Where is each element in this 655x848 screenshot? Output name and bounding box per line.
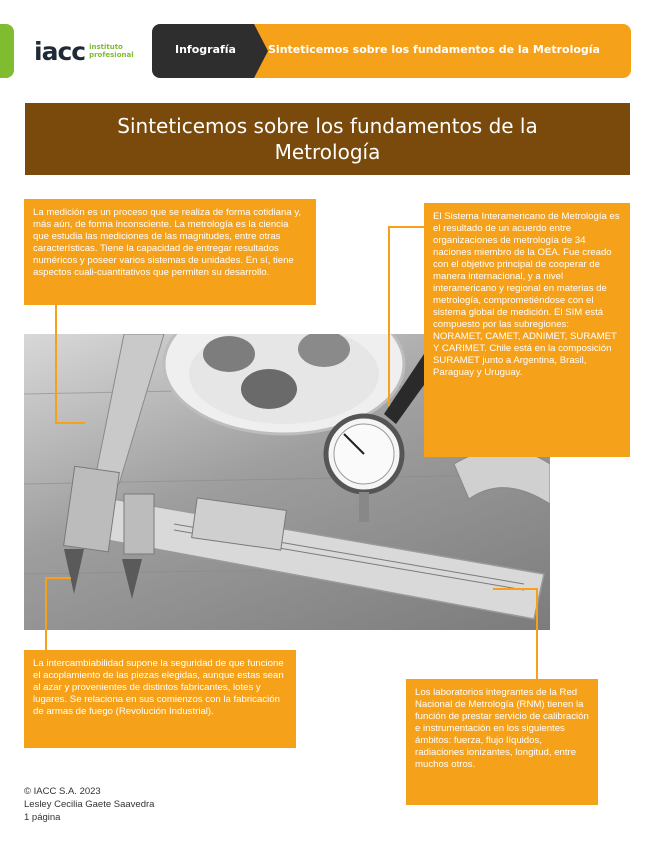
- logo-sub-line-2: profesional: [89, 51, 134, 59]
- connector-line: [45, 577, 47, 650]
- category-label: Infografía: [175, 43, 236, 56]
- connector-line: [55, 422, 85, 424]
- connector-line: [55, 305, 57, 423]
- logo-sub-line-1: instituto: [89, 43, 123, 51]
- connector-line: [536, 588, 538, 679]
- page-title: Sinteticemos sobre los fundamentos de la Metrología: [117, 114, 538, 164]
- info-box-intercambiabilidad: La intercambiabilidad supone la seguridad de que funcione el acoplamiento de las piezas elegidas, aunque estas sean al azar y provenientes de distintos fabricantes, lotes y lugares. Se relaciona en sus comienzos con la fabricación de armas de fuego (Revolución Industrial).: [24, 650, 296, 748]
- topic-tab: [254, 24, 631, 78]
- info-box-rnm: Los laboratorios integrantes de la Red Nacional de Metrología (RNM) tienen la función de prestar servicio de calibración e instrumentación en los siguientes ámbitos: fuerza, flujo líquidos, radiaciones ionizantes, longitud, entre muchos otros.: [406, 679, 598, 805]
- iacc-logo: [34, 36, 134, 66]
- connector-line: [45, 577, 71, 579]
- connector-line: [493, 588, 537, 590]
- connector-line: [388, 226, 424, 228]
- footer-copyright: © IACC S.A. 2023: [24, 786, 101, 797]
- topic-label: Sinteticemos sobre los fundamentos de la Metrología: [268, 43, 600, 56]
- title-band: [25, 103, 630, 175]
- info-box-sim: El Sistema Interamericano de Metrología es el resultado de un acuerdo entre organizaciones de metrología de 34 naciones miembro de la OEA. Fue creado con el objetivo principal de cooperar de manera internacional, y a nivel interamericano y regional en materias de metrología, comprometiéndose con el sistema global de medición. El SIM está compuesto por las subregiones: NORAMET, CAMET, ADNIMET, SURAMET Y CARIMET. Chile está en la composición SURAMET junto a Argentina, Brasil, Paraguay y Uruguay.: [424, 203, 630, 457]
- info-box-medicion: La medición es un proceso que se realiza de forma cotidiana y, más aún, de forma inconsciente. La metrología es la ciencia que estudia las mediciones de las magnitudes, entre otras características. Tiene la capacidad de entregar resultados numéricos y poseer varios sistemas de unidades. En sí, tiene aspectos cuali-cuantitativos que permiten su desarrollo.: [24, 199, 316, 305]
- brand-accent: [0, 24, 14, 78]
- footer-pages: 1 página: [24, 812, 61, 823]
- footer-author: Lesley Cecilia Gaete Saavedra: [24, 799, 155, 810]
- logo-subtitle: [89, 43, 134, 59]
- footer: [24, 785, 154, 824]
- connector-line: [388, 226, 390, 406]
- logo-mark: iacc: [34, 36, 86, 66]
